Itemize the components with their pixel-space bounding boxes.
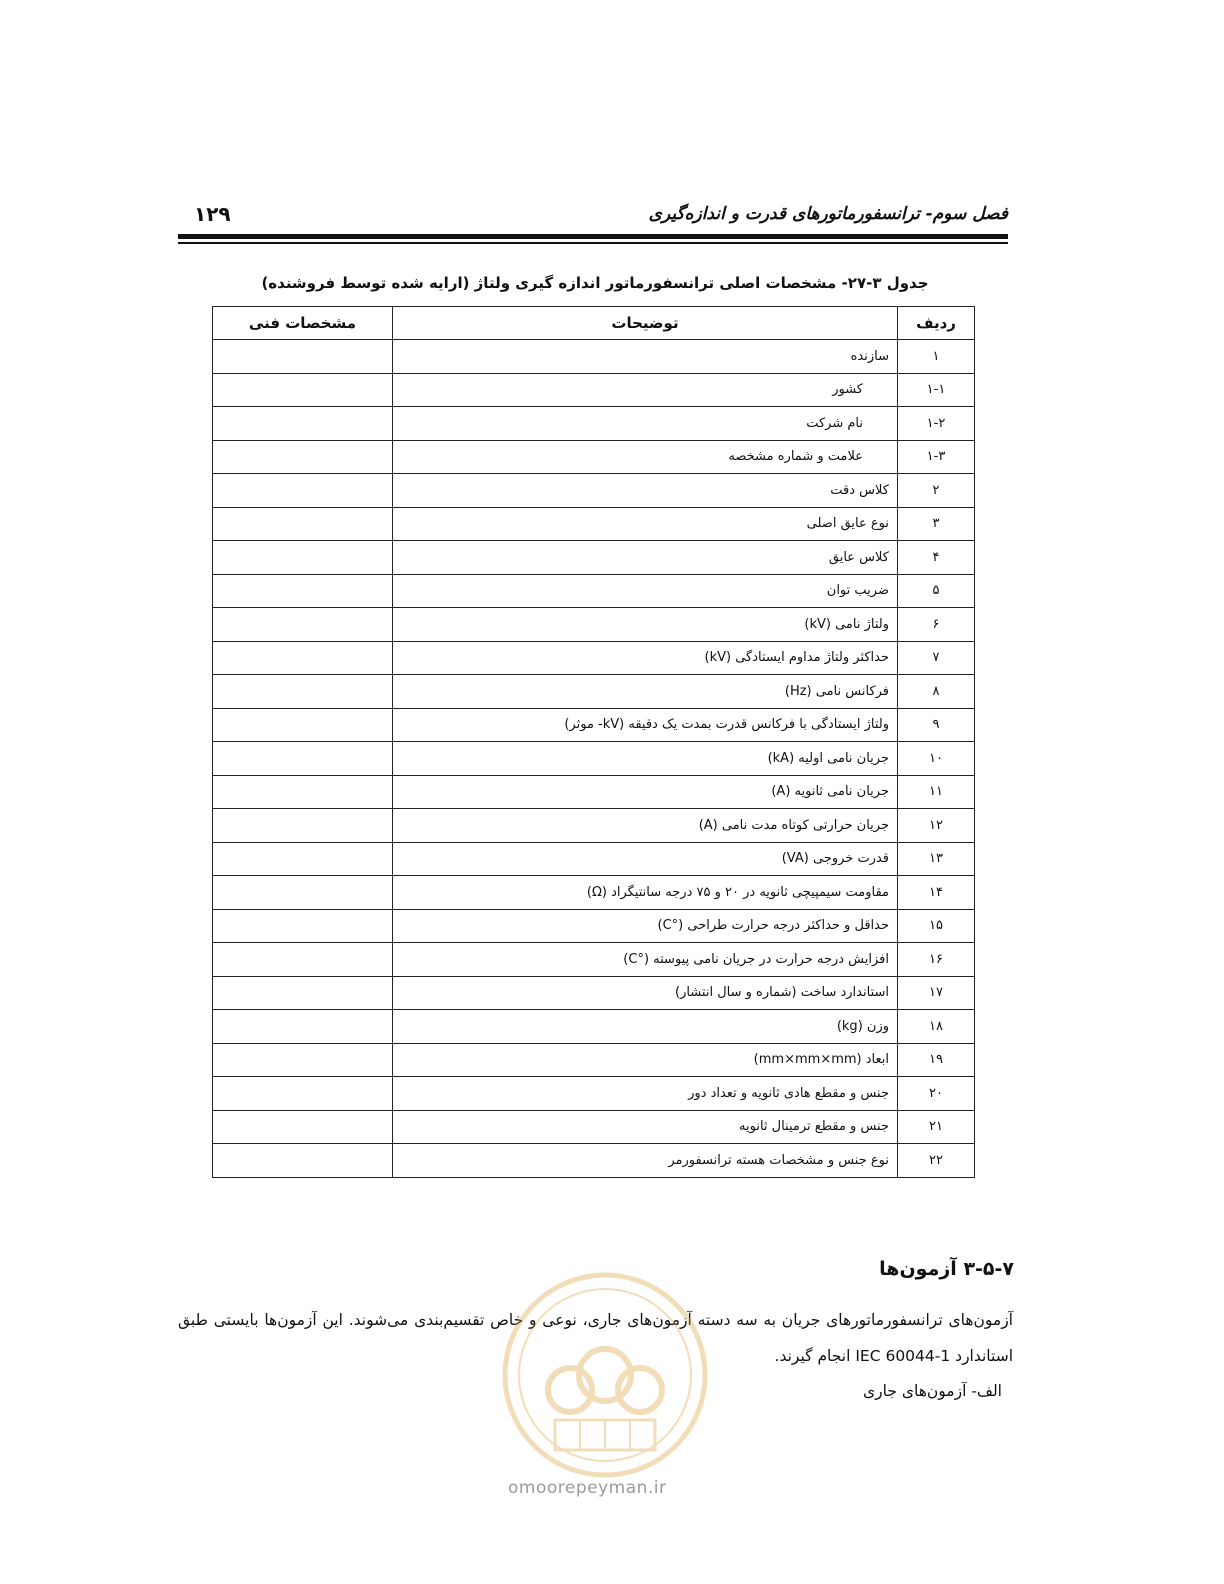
table-row <box>213 809 975 843</box>
table-row <box>213 943 975 977</box>
row-number-cell: ۱-۲ <box>898 407 975 441</box>
table-row <box>213 775 975 809</box>
table-row <box>213 1043 975 1077</box>
table-row <box>213 1144 975 1178</box>
technical-spec-cell <box>213 976 393 1010</box>
technical-spec-cell <box>213 842 393 876</box>
row-number-cell: ۱۷ <box>898 976 975 1010</box>
chapter-title: فصل سوم- ترانسفورماتورهای قدرت و اندازه‌گیری <box>648 204 1008 224</box>
description-cell: افزایش درجه حرارت در جریان نامی پیوسته (°C) <box>393 943 898 977</box>
table-row <box>213 675 975 709</box>
technical-spec-cell <box>213 1077 393 1111</box>
row-number-cell: ۱۸ <box>898 1010 975 1044</box>
row-number-cell: ۱۰ <box>898 742 975 776</box>
table-row <box>213 474 975 508</box>
spec-table <box>212 306 975 1178</box>
table-row <box>213 909 975 943</box>
table-row <box>213 407 975 441</box>
row-number-cell: ۱۳ <box>898 842 975 876</box>
header-description: توضیحات <box>393 307 898 340</box>
technical-spec-cell <box>213 574 393 608</box>
row-number-cell: ۴ <box>898 541 975 575</box>
description-cell: جریان نامی اولیه (kA) <box>393 742 898 776</box>
header-rule-thick <box>178 234 1008 239</box>
section-subheading: الف- آزمون‌های جاری <box>863 1382 1002 1400</box>
description-cell: مقاومت سیمپیچی ثانویه در ۲۰ و ۷۵ درجه سانتیگراد (Ω) <box>393 876 898 910</box>
table-row <box>213 574 975 608</box>
technical-spec-cell <box>213 742 393 776</box>
description-cell: سازنده <box>393 340 898 374</box>
page-number: ۱۲۹ <box>194 202 231 226</box>
section-paragraph: آزمون‌های ترانسفورماتورهای جریان به سه دسته آزمون‌های جاری، نوعی و خاص تقسیم‌بندی می‌شوند. این آزمون‌ها بایستی طبق استاندارد IEC 60044-1 انجام گیرند. <box>178 1311 1013 1365</box>
technical-spec-cell <box>213 507 393 541</box>
description-cell: ابعاد (mm×mm×mm) <box>393 1043 898 1077</box>
technical-spec-cell <box>213 943 393 977</box>
description-cell: کشور <box>393 373 898 407</box>
technical-spec-cell <box>213 1010 393 1044</box>
row-number-cell: ۳ <box>898 507 975 541</box>
row-number-cell: ۲۰ <box>898 1077 975 1111</box>
technical-spec-cell <box>213 440 393 474</box>
table-row <box>213 1077 975 1111</box>
row-number-cell: ۱-۱ <box>898 373 975 407</box>
row-number-cell: ۱۴ <box>898 876 975 910</box>
technical-spec-cell <box>213 608 393 642</box>
description-cell: استاندارد ساخت (شماره و سال انتشار) <box>393 976 898 1010</box>
description-cell: نوع عایق اصلی <box>393 507 898 541</box>
table-caption: جدول ۳-۲۷- مشخصات اصلی ترانسفورماتور اندازه گیری ولتاژ (ارایه شده توسط فروشنده) <box>261 274 929 292</box>
row-number-cell: ۱-۳ <box>898 440 975 474</box>
table-row <box>213 1010 975 1044</box>
table-row <box>213 708 975 742</box>
row-number-cell: ۱۲ <box>898 809 975 843</box>
table-row <box>213 742 975 776</box>
description-cell: ولتاژ ایستادگی با فرکانس قدرت بمدت یک دقیقه (kV- موثر) <box>393 708 898 742</box>
page-header <box>178 198 1008 246</box>
description-cell: جریان نامی ثانویه (A) <box>393 775 898 809</box>
row-number-cell: ۱۵ <box>898 909 975 943</box>
table-row <box>213 876 975 910</box>
technical-spec-cell <box>213 1110 393 1144</box>
table-body <box>213 340 975 1178</box>
description-cell: جریان حرارتی کوتاه مدت نامی (A) <box>393 809 898 843</box>
table-row <box>213 608 975 642</box>
description-cell: کلاس دقت <box>393 474 898 508</box>
row-number-cell: ۱ <box>898 340 975 374</box>
description-cell: فرکانس نامی (Hz) <box>393 675 898 709</box>
description-cell: نام شرکت <box>393 407 898 441</box>
technical-spec-cell <box>213 541 393 575</box>
table-row <box>213 641 975 675</box>
table-row <box>213 541 975 575</box>
technical-spec-cell <box>213 809 393 843</box>
row-number-cell: ۲ <box>898 474 975 508</box>
row-number-cell: ۲۲ <box>898 1144 975 1178</box>
table-row <box>213 340 975 374</box>
technical-spec-cell <box>213 675 393 709</box>
header-rule-thin <box>178 242 1008 244</box>
description-cell: علامت و شماره مشخصه <box>393 440 898 474</box>
table-row <box>213 507 975 541</box>
description-cell: کلاس عایق <box>393 541 898 575</box>
description-cell: وزن (kg) <box>393 1010 898 1044</box>
description-cell: جنس و مقطع هادی ثانویه و تعداد دور <box>393 1077 898 1111</box>
description-cell: قدرت خروجی (VA) <box>393 842 898 876</box>
table-row <box>213 1110 975 1144</box>
row-number-cell: ۱۱ <box>898 775 975 809</box>
description-cell: ضریب توان <box>393 574 898 608</box>
description-cell: حداکثر ولتاژ مداوم ایستادگی (kV) <box>393 641 898 675</box>
header-row-number: ردیف <box>898 307 975 340</box>
technical-spec-cell <box>213 909 393 943</box>
table-row <box>213 842 975 876</box>
description-cell: ولتاژ نامی (kV) <box>393 608 898 642</box>
table-header-row <box>213 307 975 340</box>
section-heading: ۳-۵-۷ آزمون‌ها <box>879 1258 1014 1280</box>
watermark-url: omoorepeyman.ir <box>508 1478 667 1498</box>
table-row <box>213 440 975 474</box>
technical-spec-cell <box>213 340 393 374</box>
row-number-cell: ۲۱ <box>898 1110 975 1144</box>
description-cell: جنس و مقطع ترمینال ثانویه <box>393 1110 898 1144</box>
row-number-cell: ۵ <box>898 574 975 608</box>
row-number-cell: ۷ <box>898 641 975 675</box>
technical-spec-cell <box>213 775 393 809</box>
description-cell: نوع جنس و مشخصات هسته ترانسفورمر <box>393 1144 898 1178</box>
technical-spec-cell <box>213 708 393 742</box>
technical-spec-cell <box>213 876 393 910</box>
technical-spec-cell <box>213 1144 393 1178</box>
technical-spec-cell <box>213 1043 393 1077</box>
header-technical-spec: مشخصات فنی <box>213 307 393 340</box>
technical-spec-cell <box>213 373 393 407</box>
row-number-cell: ۱۶ <box>898 943 975 977</box>
row-number-cell: ۹ <box>898 708 975 742</box>
technical-spec-cell <box>213 407 393 441</box>
description-cell: حداقل و حداکثر درجه حرارت طراحی (°C) <box>393 909 898 943</box>
row-number-cell: ۶ <box>898 608 975 642</box>
technical-spec-cell <box>213 474 393 508</box>
row-number-cell: ۸ <box>898 675 975 709</box>
row-number-cell: ۱۹ <box>898 1043 975 1077</box>
technical-spec-cell <box>213 641 393 675</box>
table-row <box>213 976 975 1010</box>
table-row <box>213 373 975 407</box>
